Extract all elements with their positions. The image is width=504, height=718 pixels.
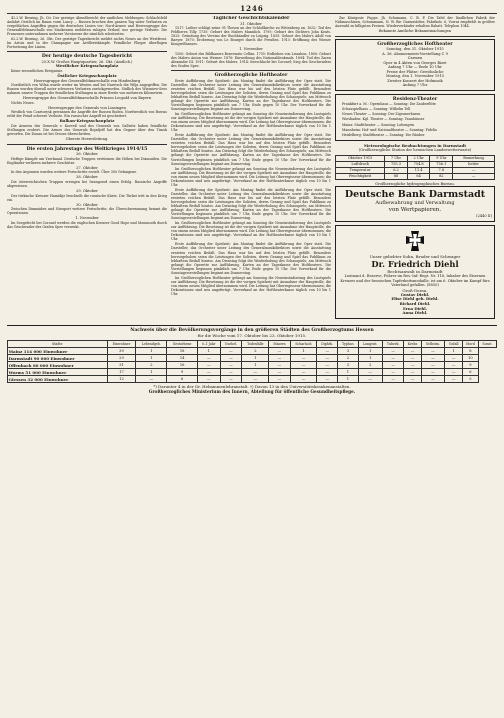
bank-line-1: Aufbewahrung und Verwaltung	[375, 200, 455, 207]
weather-cell: —	[453, 167, 495, 173]
stats-cell: —	[220, 362, 242, 369]
stats-cell: —	[290, 362, 317, 369]
program-line: Schauspielhaus — Sonntag: Wilhelm Tell	[342, 107, 411, 112]
diary-date: 30. Oktober	[76, 202, 98, 207]
weather-cell: 756.1	[430, 161, 453, 167]
bank-code: (2440 II)	[476, 214, 492, 219]
hoftheater-body: Erste Aufführung der Spielzeit: Am Montag findet die Aufführung der Oper statt. Die Darsteller, das Orchester unter Leitung des Generalmusikdirektors sowie die Ausstattung ernteten reichen Beifall. Das Haus war bis auf den letzten Platz gefüllt. Besonders hervorgehoben seien die Leistungen der Solisten, deren Gesang und Spiel das Publikum zu lebhaftem Beifall hinriss. Am Dienstag folgt die Wiederholung des Schauspiels; am Mittwoch gelangt die Operette zur Aufführung. Karten an der Tageskasse des Hoftheaters. Die Vorstellungen beginnen pünktlich um 7 Uhr, Ende gegen 10 Uhr. Der Vorverkauf für die Sonntagsvorstellungen beginnt am Donnerstag.	[171, 78, 331, 111]
theater-line: Oper in 4 Akten von Georges Bizet	[383, 60, 447, 65]
diary-entry: Im Seegefecht bei Coronel werden die englischen Kreuzer Good Hope und Monmouth durch das Geschwader des Grafen Spee versenkt.	[7, 220, 167, 229]
stats-cell: —	[220, 348, 242, 355]
stats-header-cell: Diphth.	[317, 341, 338, 348]
weather-cell: Oktober 1915	[336, 155, 385, 161]
weather-cell: 7.8	[430, 167, 453, 173]
weather-cell: 754.8	[407, 161, 430, 167]
hoftheater-body-8: Im Großherzoglichen Hoftheater gelangt am Sonntag die Neueinstudierung des Lustspiels zur Aufführung. Die Besetzung ist die der vorigen Spielzeit mit Ausnahme der Hauptrolle, die von einem neuen Mitglied übernommen wird. Die Leitung hat Oberregisseur übernommen; die Dekorationen sind neu angefertigt. Vorverkauf an der Hoftheaterkasse täglich von 10 bis 1 Uhr.	[171, 275, 331, 296]
hoftheater-body-5: Erste Aufführung der Spielzeit: Am Montag findet die Aufführung der Oper statt. Die Darsteller, das Orchester unter Leitung des Generalmusikdirektors sowie die Ausstattung ernteten reichen Beifall. Das Haus war bis auf den letzten Platz gefüllt. Besonders hervorgehoben seien die Leistungen der Solisten, deren Gesang und Spiel das Publikum zu lebhaftem Beifall hinriss. Am Dienstag folgt die Wiederholung des Schauspiels; am Mittwoch gelangt die Operette zur Aufführung. Karten an der Tageskasse des Hoftheaters. Die Vorstellungen beginnen pünktlich um 7 Uhr, Ende gegen 10 Uhr. Der Vorverkauf für die Sonntagsvorstellungen beginnt am Donnerstag.	[171, 187, 331, 221]
stats-header-cell: Lebendgeb.	[136, 341, 167, 348]
divider	[7, 144, 167, 145]
weather-cell: Luftdruck	[336, 161, 385, 167]
prinz-body: Nichts Neues.	[11, 100, 35, 105]
stats-row	[8, 376, 497, 383]
stats-cell: 1	[136, 355, 167, 362]
program-line: Frankfurt a. M.: Opernhaus — Sonntag: Die Zauberflöte	[342, 102, 436, 107]
stats-cell: 9	[167, 369, 197, 376]
stats-cell: 1	[242, 362, 269, 369]
stats-cell: 39	[107, 348, 136, 355]
stats-cell: —	[317, 348, 338, 355]
diary-date: 27. Oktober	[76, 165, 98, 170]
stats-cell: —	[404, 376, 421, 383]
stats-header-cell: Tuberk.	[382, 341, 404, 348]
weather-cell: Bemerkung	[453, 155, 495, 161]
intro-paragraph: 42.2.W. Bessing, Jh. Cit. Der gestrige Abendbericht der amtlichen Meldungen: Schlachtfeld Anfahrt Oestlich im Raum vorm Lancy ... Russen brachen den ganzen Tag unter Verlusten zu vergeblichen Angriffen gegen die deutschen Linien vor; Nord-Armee und Heeresgruppe des Generalfeldmarschalls von Mackensen meldeten ruhigen Verlauf, nur geringe Verluste. Die Franzosen unternahmen mehrere Vorstoesse die sämtlich scheiterten.	[7, 16, 167, 37]
theater-heading: Großherzogliches Hoftheater	[377, 41, 453, 47]
weather-cell: 7 Uhr	[385, 155, 408, 161]
stats-header-cell: Einwohner	[107, 341, 136, 348]
stats-cell: 2	[358, 362, 382, 369]
stats-city: Darmstadt 90 000 Einwohner	[8, 355, 108, 362]
hoftheater-body-4: Im Großherzoglichen Hoftheater gelangt am Sonntag die Neueinstudierung des Lustspiels zur Aufführung. Die Besetzung ist die der vorigen Spielzeit mit Ausnahme der Hauptrolle, die von einem neuen Mitglied übernommen wird. Die Leitung hat Oberregisseur übernommen; die Dekorationen sind neu angefertigt. Vorverkauf an der Hoftheaterkasse täglich von 10 bis 1 Uhr.	[171, 166, 331, 187]
stats-header-cell: Selbstm.	[421, 341, 445, 348]
stats-cell: —	[404, 362, 421, 369]
stats-cell: —	[136, 376, 167, 383]
stats-cell: 8	[462, 348, 478, 355]
stats-cell: 1	[358, 355, 382, 362]
column-2	[171, 16, 331, 322]
stats-cell: —	[290, 369, 317, 376]
death-notice	[335, 225, 495, 319]
deceased-title: Rechtsanwalt in Darmstadt	[387, 268, 443, 274]
stats-cell: —	[445, 369, 463, 376]
stats-city: Offenbach 80 000 Einwohner	[8, 362, 108, 369]
advert-text: Zur Königsstr. Puppe, Jh. Schumann, C. B. F. Die Tafel der ländlichen Fabrik der Nähmaschinen, Schummann, N. W. Bir. Darmstädter, Fabrikstr. 6, Vorrat empfiehlt in größter Auswahl zu billigsten Preisen. Wiederverkäufer erhalten Rabatt. Telephon 1044.	[335, 16, 495, 29]
stats-cell: —	[358, 376, 382, 383]
stats-cell: 16	[167, 362, 197, 369]
mourner-name: Elise Diehl geb. Diehl.	[391, 296, 439, 302]
stats-cell: —	[197, 355, 220, 362]
stats-cell: 3	[338, 348, 358, 355]
mourner-name: Richard Diehl.	[399, 300, 431, 306]
theater-box	[335, 39, 495, 91]
stats-header-cell: Scharlach	[290, 341, 317, 348]
stats-cell: —	[421, 376, 445, 383]
stats-header-cell: Krebs	[404, 341, 421, 348]
program-line: Heidelberg: Stadttheater — Sonntag: Die Räuber	[342, 132, 425, 137]
weather-cell: 11.4	[407, 167, 430, 173]
stats-row	[8, 369, 497, 376]
stats-cell: —	[382, 369, 404, 376]
weather-cell: 6.2	[385, 167, 408, 173]
stats-cell: —	[290, 376, 317, 383]
deceased-name: Dr. Friedrich Diehl	[371, 258, 459, 269]
west-heading: Westlicher Kriegsschauplatz	[55, 63, 119, 69]
stats-cell: 31	[107, 362, 136, 369]
stats-cell: —	[404, 348, 421, 355]
stats-cell: —	[242, 369, 269, 376]
diary-date: 28. Oktober	[76, 175, 98, 180]
advert-footer: Bekannte Amtliche Bekanntmachungen	[378, 29, 452, 34]
iron-cross-icon	[338, 230, 492, 252]
stats-cell: —	[358, 369, 382, 376]
weather-cell: 82	[430, 173, 453, 179]
stats-cell: 6	[167, 376, 197, 383]
stats-authority: Großherzogliches Ministerium des Innern, Abteilung für öffentliche Gesundheitspflege.	[148, 389, 356, 395]
mourner-name: Anna Diehl.	[402, 310, 428, 316]
weather-cell: 88	[385, 173, 408, 179]
stats-cell: 1	[290, 348, 317, 355]
balkan-heading: Balkan-Kriegsschauplatz	[59, 118, 115, 124]
weather-footer: Großherzogliche hydrographisches Bureau.	[375, 181, 455, 186]
stats-title: Nachweis über die Bevölkerungsvorgänge in den größeren Städten des Großherzogtums Hessen	[130, 327, 374, 333]
stats-cell: —	[445, 362, 463, 369]
calendar-date-2: 1. November	[239, 47, 263, 52]
stats-cell: 1	[338, 376, 358, 383]
weather-row	[336, 173, 495, 179]
stats-cell: 1	[358, 348, 382, 355]
weather-cell: Temperatur	[336, 167, 385, 173]
stats-cell: 2	[136, 362, 167, 369]
diary-entry: Der türkische Kreuzer Hamidije beschießt die russische Küste. Die Türkei tritt in den Krieg ein.	[7, 193, 167, 202]
stats-subtitle: für die Woche vom 17. Oktober bis 23. Oktober 1915.	[197, 333, 307, 339]
stats-cell: —	[220, 355, 242, 362]
weather-cell: heiter	[453, 161, 495, 167]
theater-program	[338, 47, 492, 88]
divider	[335, 36, 495, 37]
stats-cell: 3	[338, 362, 358, 369]
theater-line: A. 36. Abonnements-Vorstellung C 9	[382, 51, 448, 56]
stats-cell: —	[197, 376, 220, 383]
stats-cell: 17	[107, 369, 136, 376]
weather-cell: 755.3	[385, 161, 408, 167]
stats-city: Mainz 114 000 Einwohner	[8, 348, 108, 355]
mourner-name: Gustav Diehl.	[400, 291, 430, 297]
linsingen-body: Westlich von Czartorysk gewannen die Angriffe der Russen Boden. Nordwestlich von Rowno erlitt der Feind schwere Verluste. Ein russischer Angriff ist gescheitert.	[7, 110, 167, 119]
hoftheater-body-6: Im Großherzoglichen Hoftheater gelangt am Sonntag die Neueinstudierung des Lustspiels zur Aufführung. Die Besetzung ist die der vorigen Spielzeit mit Ausnahme der Hauptrolle, die von einem neuen Mitglied übernommen wird. Die Leitung hat Oberregisseur übernommen; die Dekorationen sind neu angefertigt. Vorverkauf an der Hoftheaterkasse täglich von 10 bis 1 Uhr.	[171, 221, 331, 242]
balkan-body: Die Armeen des Generals v. Koeveß und des Generals von Gallwitz haben feindliche Stellungen erobert. Die Armee des Generals Bojadjeff hat den Gegner über den Timok geworfen. Die Donau ist bei Orsova überschritten.	[7, 124, 167, 137]
stats-cell: —	[445, 355, 463, 362]
weather-cell: 64	[407, 173, 430, 179]
residenz-box	[335, 94, 495, 141]
theater-line: Preise der Plätze: Gewöhnliche	[386, 69, 444, 74]
stats-cell: 1	[136, 369, 167, 376]
stats-cell: 9	[462, 362, 478, 369]
weather-cell: —	[453, 173, 495, 179]
stats-header-cell: Sonst.	[478, 341, 496, 348]
mourners-list	[338, 293, 492, 316]
stats-header-cell: Lungent.	[358, 341, 382, 348]
stats-cell: 14	[167, 355, 197, 362]
stats-city: Worms 51 000 Einwohner	[8, 369, 108, 376]
stats-header-cell: Unehel.	[220, 341, 242, 348]
stats-cell: —	[220, 369, 242, 376]
calendar-body: 1517: Luther schlägt seine 95 Thesen an der Schloßkirche zu Wittenberg an. 1632: Tod des Feldherrn Tilly. 1735: Geburt des Malers Mannlich. 1795: Geburt des Dichters John Keats. 1825: Gründung des Vereins der Buchhändler zu Leipzig. 1835: Geburt des Malers Adolf von Baeyer. 1870: Eroberung von Le Bourget durch die Preußen. 1913: Eröffnung des Wiener Kongreßhauses.	[171, 26, 331, 47]
theater-line: Sonntag, den 31. Oktober 1915	[386, 47, 444, 52]
weather-cell: 2 Uhr	[407, 155, 430, 161]
stats-header-cell: Unfall	[445, 341, 463, 348]
mourner-name: Erna Diehl.	[402, 305, 428, 311]
east-subheading: Heeresgruppe des Generalfeldmarschalls von Hindenburg	[33, 78, 141, 83]
stats-cell: —	[421, 355, 445, 362]
report-paragraph: 62.2.W. Bessing, 26. Okt. Der gestrige Tagesbericht meldet nichts Neues an der Westfront. Im Artois und in der Champagne nur Artilleriekämpfe. Feindliche Flieger überflogen Fortsetzung der Linien.	[7, 37, 167, 50]
stats-cell: —	[317, 362, 338, 369]
weather-table	[335, 155, 495, 180]
stats-cell: 12	[107, 376, 136, 383]
news-dateline: 25.X.W. Großes Hauptquartier, 26. Okt. (Amtlich.)	[41, 59, 133, 64]
stats-cell: —	[382, 376, 404, 383]
stats-cell: 18	[167, 348, 197, 355]
diary-date: 1. November	[75, 216, 99, 221]
stats-footnote: *) Darunter 4 in der Gr. Hebammenlehranstalt. †) Davon 13 in den Universitätskrankenanstalten.	[153, 384, 351, 390]
stats-cell: —	[220, 376, 242, 383]
theater-line: Anfang 7 Uhr	[402, 83, 428, 88]
west-body: Keine wesentlichen Ereignisse.	[11, 69, 64, 74]
stats-cell: —	[269, 376, 290, 383]
theater-line: Montag, den 1. November 1915	[385, 74, 445, 79]
hoftheater-body-3: Erste Aufführung der Spielzeit: Am Montag findet die Aufführung der Oper statt. Die Darsteller, das Orchester unter Leitung des Generalmusikdirektors sowie die Ausstattung ernteten reichen Beifall. Das Haus war bis auf den letzten Platz gefüllt. Besonders hervorgehoben seien die Leistungen der Solisten, deren Gesang und Spiel das Publikum zu lebhaftem Beifall hinriss. Am Dienstag folgt die Wiederholung des Schauspiels; am Mittwoch gelangt die Operette zur Aufführung. Karten an der Tageskasse des Hoftheaters. Die Vorstellungen beginnen pünktlich um 7 Uhr, Ende gegen 10 Uhr. Der Vorverkauf für die Sonntagsvorstellungen beginnt am Donnerstag.	[171, 133, 331, 166]
columns	[7, 14, 497, 322]
stats-cell: 5	[462, 376, 478, 383]
program-line: Mainz: Stadttheater — Sonntag: Lohengrin	[342, 122, 415, 127]
stats-cell: —	[382, 348, 404, 355]
stats-header-cell: Typhus	[338, 341, 358, 348]
stats-cell: —	[421, 348, 445, 355]
stats-cell: 2	[338, 355, 358, 362]
program-line: Mannheim: Hof- und Nationaltheater — Sonntag: Fidelio	[342, 127, 438, 132]
stats-cell: —	[290, 355, 317, 362]
stats-row	[8, 348, 497, 355]
hoftheater-heading: Großherzogliche Hoftheater	[214, 73, 288, 79]
page-number: 1246	[240, 4, 264, 13]
stats-header-cell: 0–1 Jahr	[197, 341, 220, 348]
stats-cell: —	[421, 369, 445, 376]
program-line: Neues Theater — Sonntag: Der Zigeunerbaron	[342, 112, 421, 117]
divider	[171, 70, 331, 71]
death-intro: Unser geliebter Sohn, Bruder und Schwager	[369, 253, 461, 259]
stats-table	[7, 340, 497, 383]
theater-line: Zweiter Konzert der Hofmusik	[387, 78, 443, 83]
diary-date: 29. Oktober	[76, 189, 98, 194]
stats-cell: —	[382, 355, 404, 362]
stats-cell: 1	[445, 348, 463, 355]
stats-cell: —	[382, 362, 404, 369]
column-1	[7, 16, 167, 322]
stats-cell: —	[197, 369, 220, 376]
stats-cell: —	[269, 362, 290, 369]
east-body: Nordöstlich von Wilna wurde weiter im Westen und bei Narotsch die Wilja angegriffen. Die Russen wurden überall unter schweren Verlusten zurückgeworfen. Südlich des Wiszniew-Sees nahmen unsere Truppen die feindlichen Stellungen in einer Breite von mehreren Kilometern.	[7, 83, 167, 96]
diary-entry: In den Argonnen wurden weitere Fortschritte erzielt. Über 300 Gefangene.	[11, 170, 138, 175]
stats-cell: —	[404, 369, 421, 376]
weather-subheading: (Großherzogliche Station der hessischen Landeswetterwarte)	[358, 148, 472, 153]
stats-cell: —	[269, 348, 290, 355]
stats-cell: 6	[462, 369, 478, 376]
hoftheater-body-7: Erste Aufführung der Spielzeit: Am Montag findet die Aufführung der Oper statt. Die Darsteller, das Orchester unter Leitung des Generalmusikdirektors sowie die Ausstattung ernteten reichen Beifall. Das Haus war bis auf den letzten Platz gefüllt. Besonders hervorgehoben seien die Leistungen der Solisten, deren Gesang und Spiel das Publikum zu lebhaftem Beifall hinriss. Am Dienstag folgt die Wiederholung des Schauspiels; am Mittwoch gelangt die Operette zur Aufführung. Karten an der Tageskasse des Hoftheaters. Die Vorstellungen beginnen pünktlich um 7 Uhr, Ende gegen 10 Uhr. Der Vorverkauf für die Sonntagsvorstellungen beginnt am Donnerstag.	[171, 242, 331, 275]
newspaper-page	[7, 4, 497, 710]
stats-cell: 1	[338, 369, 358, 376]
stats-header-cell: Masern	[269, 341, 290, 348]
stats-cell: —	[269, 369, 290, 376]
news-heading: Der heutige deutsche Tagesbericht	[41, 54, 133, 60]
prinz-heading: Heeresgruppe des Generalfeldmarschalls Prinzen Leopold von Bayern	[22, 96, 152, 101]
stats-row	[8, 362, 497, 369]
weather-heading: Meteorologische Beobachtungen in Darmstadt	[363, 142, 467, 148]
stats-cell: 1	[136, 348, 167, 355]
stats-cell: —	[242, 376, 269, 383]
diary-date: 26. Oktober	[76, 152, 98, 157]
stats-row	[8, 355, 497, 362]
east-heading: Östlicher Kriegsschauplatz	[57, 73, 117, 79]
bank-line-2: von Wertpapieren.	[388, 207, 442, 214]
stats-cell: 29	[107, 355, 136, 362]
stats-cell: —	[269, 355, 290, 362]
linsingen-heading: Heeresgruppe des Generals von Linsingen	[48, 105, 126, 110]
theater-line: Anfang 7 Uhr — Ende 10 Uhr	[388, 65, 442, 70]
stats-cell: 1	[197, 348, 220, 355]
diary-list	[7, 152, 167, 229]
calendar-body-2: 1500: Geburt des Bildhauers Benvenuto Cellini. 1755: Erdbeben von Lissabon. 1800: Geburt des Malers Anton von Werner. 1876: Einweihung des Nationaldenkmals. 1894: Tod des Zaren Alexander III. 1911: Geburt des Malers. 1914: Seeschlacht bei Coronel; Sieg des Geschwaders des Grafen Spee.	[171, 51, 331, 68]
residenz-program	[338, 102, 492, 136]
calendar-date: 31. Oktober	[240, 21, 262, 26]
program-line: Wiesbaden: Kgl. Theater — Sonntag: Tannhäuser	[342, 117, 425, 122]
diary-entry: Die österreichischen Truppen erringen bei Iwangorod einen Erfolg. Russische Angriffe abgewiesen.	[7, 179, 167, 188]
stats-cell: —	[317, 376, 338, 383]
bank-title: Deutsche Bank Darmstadt	[344, 189, 486, 201]
weather-cell: 9 Uhr	[430, 155, 453, 161]
stats-cell: —	[445, 376, 463, 383]
diary-entry: Heftige Kämpfe am Yserkanal. Deutsche Truppen erstürmen die Höhen bei Dixmuiden. Die Engländer verlieren mehrere Geschütze.	[7, 156, 167, 165]
death-body: Leutnant d. Reserve, Führer im Res.-Inf.-Regt. Nr. 116, Inhaber des Eisernen Kreuzes und der hessischen Tapferkeitsmedaille, ist am 6. Oktober im Kampf fürs Vaterland gefallen. (8850)	[340, 273, 490, 288]
stats-header-row	[8, 341, 497, 348]
oberste-heeresleitung: Oberste Heeresleitung.	[65, 137, 109, 142]
divider	[7, 51, 167, 52]
stats-cell: —	[197, 362, 220, 369]
stats-header-cell: Städte	[8, 341, 108, 348]
stats-cell: 10	[462, 355, 478, 362]
bank-advert	[335, 186, 495, 222]
population-statistics	[7, 325, 497, 394]
hoftheater-body-2: Im Großherzoglichen Hoftheater gelangt am Sonntag die Neueinstudierung des Lustspiels zur Aufführung. Die Besetzung ist die der vorigen Spielzeit mit Ausnahme der Hauptrolle, die von einem neuen Mitglied übernommen wird. Die Leitung hat Oberregisseur übernommen; die Dekorationen sind neu angefertigt. Vorverkauf an der Hoftheaterkasse täglich von 10 bis 1 Uhr.	[171, 111, 331, 133]
diary-entry: Zwischen Dixmuiden und Nieuport weitere Fortschritte, die Überschwemmung hemmt die Operationen.	[7, 207, 167, 216]
stats-cell: 1	[242, 355, 269, 362]
stats-cell: —	[421, 362, 445, 369]
residenz-heading: Residenz-Theater	[392, 96, 438, 102]
weather-cell: Feuchtigkeit	[336, 173, 385, 179]
diary-heading: Die ersten Jahrestage des Weltkrieges 1914/15	[26, 146, 148, 152]
stats-cell: —	[317, 369, 338, 376]
stats-header-cell: Todesfälle	[242, 341, 269, 348]
theater-line: Carmen	[407, 56, 423, 61]
stats-header-cell: Mord	[462, 341, 478, 348]
death-place: Groß-Gerau.	[402, 287, 428, 293]
stats-header-cell: Gestorbene	[167, 341, 197, 348]
stats-cell: 2	[242, 348, 269, 355]
stats-cell: —	[404, 355, 421, 362]
calendar-heading: Täglicher Geschichtskalender	[212, 16, 290, 21]
stats-cell: —	[317, 355, 338, 362]
stats-city: Giessen 32 000 Einwohner	[8, 376, 108, 383]
column-3	[335, 16, 495, 322]
